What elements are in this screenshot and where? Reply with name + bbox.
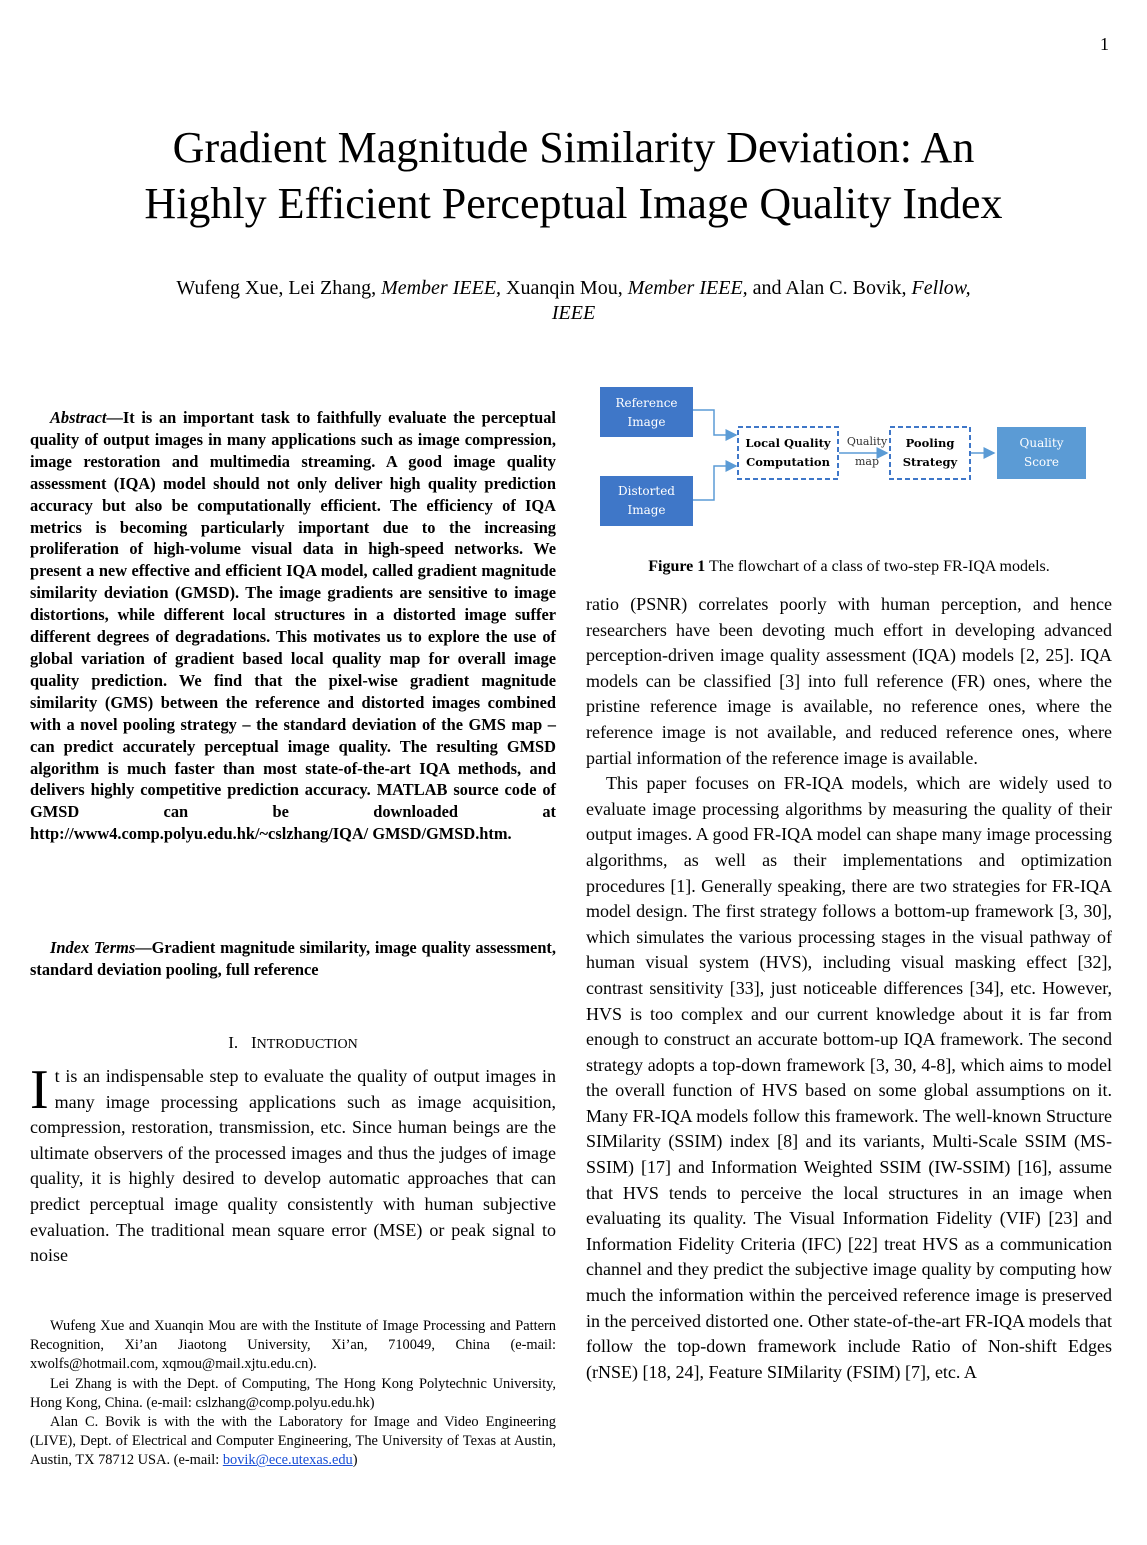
- local-quality-box: [738, 427, 838, 479]
- footnote-zhang: Lei Zhang is with the Dept. of Computing, The Hong Kong Polytechnic University, Hong Kong, China. (e-mail: cslzhang@comp.polyu.edu.hk): [30, 1375, 556, 1411]
- index-terms-dash: —: [135, 938, 152, 957]
- introduction-text: t is an indispensable step to evaluate the quality of output images in many image processing applications such as image acquisition, compression, restoration, transmission, etc. Since human beings are the ultimate observers of the processed images and thus the judges of image quality, it is highly desired to develop automatic approaches that can predict perceptual image quality consistently with human subjective evaluation. The traditional mean square error (MSE) or peak signal to noise: [30, 1066, 556, 1266]
- index-terms-text: Gradient magnitude similarity, image quality assessment, standard deviation pooling, full reference: [30, 938, 556, 979]
- footnote-bovik-end: ): [352, 1452, 358, 1469]
- pooling-strategy-label-1: Pooling: [905, 436, 955, 450]
- figure-caption-label: Figure 1: [648, 558, 706, 575]
- introduction-paragraph: [30, 1059, 556, 1269]
- distorted-arrow: [693, 466, 736, 500]
- footnote-bovik: [30, 1413, 556, 1471]
- paragraph-fr-iqa: This paper focuses on FR-IQA models, which are widely used to evaluate image processing algorithms by measuring the quality of their output images. A good FR-IQA model can shape many image processing algorithms, as well as their implementations and optimization procedures [1]. Generally speaking, there are two strategies for FR-IQA model design. The first strategy follows a bottom-up framework [3, 30], which simulates the various processing stages in the visual pathway of human visual system (HVS), including visual masking effect [32], contrast sensitivity [33], just noticeable differences [34], etc. However, HVS is too complex and our current knowledge about it is far from enough to construct an accurate bottom-up IQA framework. The second strategy adopts a top-down framework [3, 30, 4-8], which aims to model the overall function of HVS based on some global assumptions on it. Many FR-IQA models follow this framework. The well-known Structure SIMilarity (SSIM) index [8] and its variants, Multi-Scale SSIM (MS-SSIM) [17] and Information Weighted SSIM (IW-SSIM) [16], assume that HVS tends to perceive the local structures in an image when evaluating its quality. The Visual Information Fidelity (VIF) [23] and Information Fidelity Criteria (IFC) [22] treat HVS as a communication channel and they predict the subjective image quality by computing how much the information within the perceived reference image is preserved in the perceived distorted one. Other state-of-the-art FR-IQA models that follow the top-down framework include Ratio of Non-shift Edges (rNSE) [18, 24], Feature SIMilarity (FSIM) [7], etc. A: [586, 773, 1112, 1382]
- title-line-1: Gradient Magnitude Similarity Deviation: An: [172, 123, 975, 172]
- section-heading-introduction: [30, 1033, 556, 1053]
- figure-caption: [586, 558, 1112, 576]
- author-names-1: Wufeng Xue, Lei Zhang,: [176, 277, 382, 299]
- bovik-email-link[interactable]: bovik@ece.utexas.edu: [222, 1452, 353, 1469]
- title-line-2: Highly Efficient Perceptual Image Quality Index: [144, 179, 1003, 228]
- author-membership-1: Member IEEE,: [381, 277, 502, 299]
- pooling-strategy-label-2: Strategy: [902, 455, 958, 469]
- footnote-xue-mou: Wufeng Xue and Xuanqin Mou are with the Institute of Image Processing and Pattern Recognition, Xi’an Jiaotong University, Xi’an, 710049, China (e-mail: xwolfs@hotmail.com, xqmou@mail.xjtu.edu.cn).: [30, 1318, 556, 1373]
- author-membership-3: Fellow,: [911, 277, 971, 299]
- author-footnotes: [30, 1317, 556, 1471]
- pooling-strategy-box: [890, 427, 970, 479]
- quality-score-label-1: Quality: [1019, 436, 1064, 450]
- abstract-label: Abstract: [50, 408, 107, 427]
- reference-image-box: [600, 387, 693, 437]
- footnote-bovik-text: Alan C. Bovik is with the with the Laboratory for Image and Video Engineering (LIVE), Dept. of Electrical and Computer Engineering, The University of Texas at Austin, Austin, TX 78712 USA. (e-mail:: [30, 1414, 556, 1469]
- distorted-image-label-2: Image: [627, 503, 666, 517]
- figure-caption-text: The flowchart of a class of two-step FR-IQA models.: [705, 558, 1050, 575]
- paper-title: [40, 120, 1107, 232]
- index-terms-label: Index Terms: [50, 938, 136, 957]
- reference-arrow: [693, 410, 736, 435]
- author-names-2: Xuanqin Mou,: [501, 277, 628, 299]
- quality-score-label-2: Score: [1023, 455, 1060, 469]
- abstract-dash: —: [106, 408, 123, 427]
- section-numeral: I.: [228, 1033, 239, 1052]
- author-names-3: and Alan C. Bovik,: [747, 277, 912, 299]
- flowchart-figure: [590, 380, 1096, 540]
- quality-score-box: [997, 427, 1086, 479]
- quality-map-label-1: Quality: [846, 435, 888, 448]
- quality-map-label-2: map: [854, 455, 880, 468]
- local-quality-label-1: Local Quality: [745, 436, 831, 450]
- drop-cap: I: [30, 1059, 49, 1121]
- section-title-initial: I: [250, 1033, 257, 1052]
- abstract-text: It is an important task to faithfully evaluate the perceptual quality of output images in many applications such as image compression, image restoration and multimedia streaming. A good image quality assessment (IQA) model should not only deliver high quality prediction accuracy but also be computationally efficient. The efficiency of IQA metrics is becoming particularly important due to the increasing proliferation of high-volume visual data in high-speed networks. We present a new effective and efficient IQA model, called gradient magnitude similarity deviation (GMSD). The image gradients are sensitive to image distortions, while different local structures in a distorted image suffer different degrees of degradations. This motivates us to explore the use of global variation of gradient based local quality map for overall image quality prediction. We find that the pixel-wise gradient magnitude similarity (GMS) between the reference and distorted images combined with a novel pooling strategy – the standard deviation of the GMS map – can predict accurately perceptual image quality. The resulting GMSD algorithm is much faster than most state-of-the-art IQA methods, and delivers highly competitive prediction accuracy. MATLAB source code of GMSD can be downloaded at http://www4.comp.polyu.edu.hk/~cslzhang/IQA/ GMSD/GMSD.htm.: [30, 408, 556, 844]
- right-column-text: [586, 592, 1112, 1385]
- author-membership-2: Member IEEE,: [627, 277, 748, 299]
- paragraph-psnr: ratio (PSNR) correlates poorly with human perception, and hence researchers have been devoting much effort in developing advanced perception-driven image quality assessment (IQA) models [2, 25]. IQA models can be classified [3] into full reference (FR) ones, where the pristine reference image is available, no reference ones, where the reference image is not available, and reduced reference ones, where partial information of the reference image is available.: [586, 594, 1112, 768]
- distorted-image-label-1: Distorted: [617, 484, 676, 498]
- page-number: 1: [1100, 34, 1109, 54]
- author-list: [80, 276, 1067, 326]
- index-terms: [30, 937, 556, 981]
- local-quality-label-2: Computation: [746, 455, 830, 469]
- author-membership-4: IEEE: [551, 302, 596, 324]
- reference-image-label-2: Image: [627, 415, 666, 429]
- section-title-rest: NTRODUCTION: [256, 1037, 358, 1052]
- abstract: [30, 407, 556, 845]
- reference-image-label-1: Reference: [615, 396, 678, 410]
